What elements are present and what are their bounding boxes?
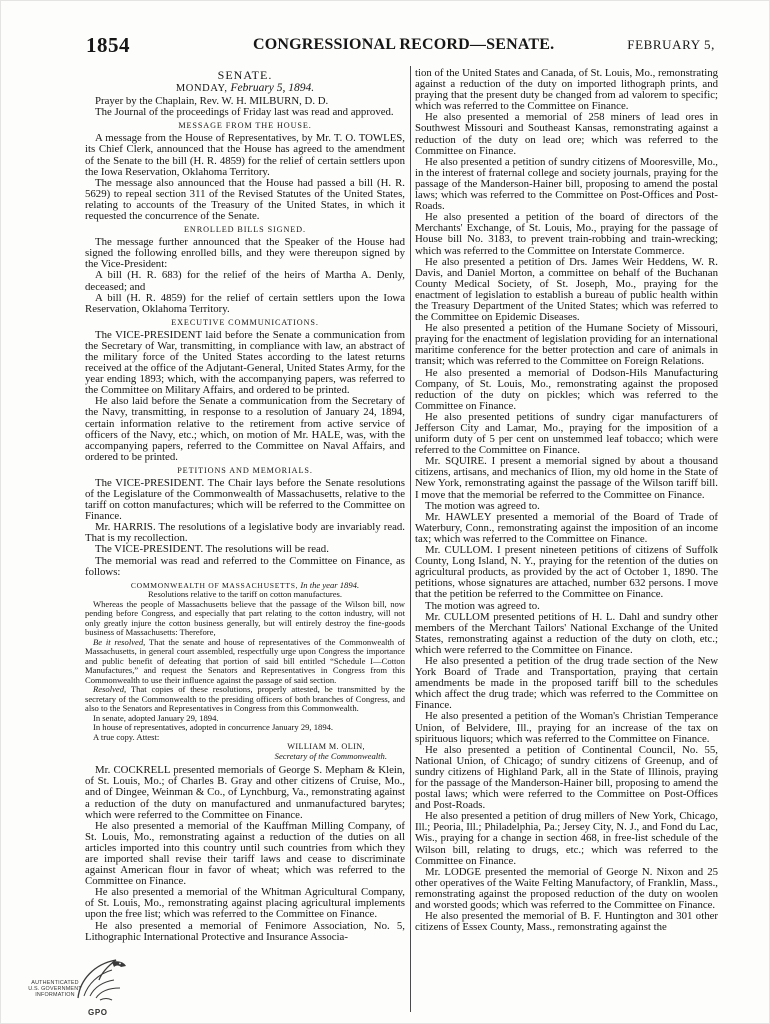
- badge-gpo-mark: GPO: [88, 1008, 108, 1017]
- paragraph: Mr. CULLOM presented petitions of H. L. Dahl and sundry other members of the Merchant Tailors' National Exchange of the United States, remonstrating against a reduction of the duty on cloth, etc.; which were referred to the Committee on Finance.: [415, 610, 718, 656]
- paragraph: He also presented a petition of sundry citizens of Mooresville, Mo., in the interest of fraternal college and society journals, praying for the passage of the Manderson-Hainer bill, proposing to amend the postal laws; which was referred to the Committee on Post-Offices and Post-Roads.: [415, 155, 718, 213]
- paragraph: The VICE-PRESIDENT. The Chair lays before the Senate resolutions of the Legislature of the Commonwealth of Massachusetts, relative to the tariff on cotton manufactures; which will be referred to the Committee on Finance.: [85, 476, 405, 523]
- paragraph: He also laid before the Senate a communication from the Secretary of the Navy, transmitting, in response to a resolution of January 24, 1894, certain information relative to the retirement from active service of officers of the Navy, etc.; which, on motion of Mr. HALE, was, with the accompanying papers, referred to the Committee on Naval Affairs, and ordered to be printed.: [85, 395, 405, 463]
- paragraph: The VICE-PRESIDENT laid before the Senate a communication from the Secretary of War, transmitting, in compliance with law, an abstract of the military force of the United States according to the latest returns received at the office of the Adjutant-General, United States Army, for the year ending 1893; which, with the accompanying papers, was referred to the Committee on Military Affairs, and ordered to be printed.: [85, 328, 405, 397]
- resolution-clause-2-text: That copies of these resolutions, properly attested, be transmitted by the secretary of the Commonwealth to the presiding officers of both branches of Congress, and also to the Senators and Representatives in Congress from this Commonwealth.: [85, 684, 405, 714]
- paragraph: He also presented a memorial of Dodson-Hils Manufacturing Company, of St. Louis, Mo., remonstrating against the proposed reduction of the duty on pickles; which was referred to the Committee on Finance.: [415, 366, 718, 412]
- paragraph-prayer: Prayer by the Chaplain, Rev. W. H. MILBURN, D. D.: [95, 95, 329, 108]
- paragraph: Mr. SQUIRE. I present a memorial signed by about a thousand citizens, artisans, and mechanics of Ilion, my old home in the State of New York, remonstrating against the passage of the Wilson tariff bill. I move that the memorial be referred to the Committee on Finance.: [415, 455, 718, 501]
- paragraph-continued: tion of the United States and Canada, of St. Louis, Mo., remonstrating against a reduction of the duty on imported lithograph prints, and praying that the present duty be changed from ad valorem to specific; which was referred to the Committee on Finance.: [415, 68, 718, 113]
- paragraph: Mr. COCKRELL presented memorials of George S. Mepham & Klein, of St. Louis, Mo.; of Charles B. Gray and other citizens of Cruise, Mo., and of Dingee, Weinman & Co., of Lynchburg, Va., remonstrating against a reduction of the duty on manufactured and unmanufactured barytes; which were referred to the Committee on Finance.: [85, 764, 405, 821]
- senate-heading: SENATE.: [217, 68, 273, 82]
- resolution-commonwealth: COMMONWEALTH OF MASSACHUSETTS,: [130, 580, 299, 590]
- paragraph: He also presented a memorial of the Whitman Agricultural Company, of St. Louis, Mo., remonstrating against placing agricultural implements upon the free list; which was referred to the Committee on Finance.: [85, 886, 405, 921]
- paragraph: He also presented a petition of Drs. James Weir Heddens, W. R. Davis, and Daniel Morton, a committee on behalf of the Buchanan County Medical Society, of St. Joseph, Mo., praying for the enactment of legislation to establish a bureau of public health within the Treasury Department of the United States; which was referred to the Committee on Epidemic Diseases.: [415, 255, 718, 324]
- paragraph: The memorial was read and referred to the Committee on Finance, as follows:: [85, 554, 405, 578]
- resolution-signer: WILLIAM M. OLIN,: [287, 742, 365, 752]
- resolution-clause-1: [85, 638, 405, 686]
- resolution-signer-title: Secretary of the Commonwealth.: [274, 750, 387, 761]
- paragraph: Mr. HAWLEY presented a memorial of the Board of Trade of Waterbury, Conn., remonstrating against the imposition of an income tax; which was referred to the Committee on Finance.: [415, 510, 718, 545]
- paragraph: The VICE-PRESIDENT. The resolutions will be read.: [95, 543, 329, 556]
- resolution-adopted-house: In house of representatives, adopted in concurrence January 29, 1894.: [93, 722, 334, 733]
- eagle-seal-icon: [72, 952, 130, 1010]
- badge-line-2: U.S. GOVERNMENT: [28, 986, 82, 993]
- massachusetts-resolutions: [85, 581, 405, 762]
- paragraph: He also presented a petition of the drug trade section of the New York Board of Trade and Transportation, praying that certain amendments be made in the proposed tariff bill to the schedules which affect the drug trade; which was referred to the Committee on Finance.: [415, 654, 718, 712]
- paragraph: He also presented a memorial of Fenimore Association, No. 5, Lithographic International Protective and Insurance Associa-: [85, 919, 405, 943]
- resolution-clause-1-text: That the senate and house of representatives of the Commonwealth of Massachusetts, in general court assembled, respectfully urge upon Congress the importance and public benefit of defeating that portion of said bill entitled “Schedule I—Cotton Manufactures,” and request the Senators and Representatives in Congress from this Commonwealth to use their influence against the passage of said section.: [85, 636, 405, 685]
- running-title: CONGRESSIONAL RECORD—SENATE.: [253, 36, 555, 53]
- section-heading-executive-communications: EXECUTIVE COMMUNICATIONS.: [171, 317, 319, 327]
- paragraph: He also presented the memorial of B. F. Huntington and 301 other citizens of Essex County, Mass., remonstrating against the: [415, 910, 718, 934]
- paragraph: Mr. HARRIS. The resolutions of a legislative body are invariably read. That is my recollection.: [85, 521, 405, 545]
- column-divider: [410, 66, 411, 1012]
- badge-line-3: INFORMATION: [35, 992, 75, 999]
- paragraph: Mr. LODGE presented the memorial of George N. Nixon and 25 other operatives of the Waite Felting Manufactory, of Franklin, Mass., remonstrating against the proposed reduction of the duty on woolen and worsted goods; which was referred to the Committee on Finance.: [415, 865, 718, 912]
- resolution-clause-2-lead: Resolved,: [93, 684, 127, 695]
- paragraph: The motion was agreed to.: [425, 599, 540, 612]
- paragraph: He also presented a petition of the Humane Society of Missouri, praying for the enactment of legislation providing for an international maritime conference for the better protection and care of animals in transit; which was referred to the Committee on Foreign Relations.: [415, 322, 718, 368]
- paragraph: He also presented a memorial of the Kauffman Milling Company, of St. Louis, Mo., remonstrating against a reduction of the duties on all articles imported into this country until such countries from which they are imported shall revise their tariff laws and cease to discriminate against American flour in favor of wheat; which was referred to the Committee on Finance.: [85, 819, 405, 888]
- paragraph: The message further announced that the Speaker of the House had signed the following enrolled bills, and they were thereupon signed by the Vice-President:: [85, 236, 405, 271]
- gpo-authentication-badge: [26, 952, 138, 1020]
- paragraph: A message from the House of Representatives, by Mr. T. O. TOWLES, its Chief Clerk, announced that the House has agreed to the amendment of the Senate to the bill (H. R. 4859) for the relief of certain settlers upon the Iowa Reservation, Oklahoma Territory.: [85, 132, 405, 178]
- section-heading-message-from-house: MESSAGE FROM THE HOUSE.: [178, 121, 312, 131]
- resolution-title: Resolutions relative to the tariff on cotton manufactures.: [147, 589, 343, 600]
- section-heading-petitions-and-memorials: PETITIONS AND MEMORIALS.: [177, 465, 313, 475]
- paragraph: He also presented a petition of Continental Council, No. 55, National Union, of Chicago; of sundry citizens of Greenup, and of sundry citizens of Highland Park, all in the State of Illinois, praying for the passage of the Manderson-Hainer bill, proposing to amend the postal laws; which were referred to the Committee on Post-Offices and Post-Roads.: [415, 743, 718, 812]
- paragraph: He also presented petitions of sundry cigar manufacturers of Jefferson City and Lamar, Mo., praying for the imposition of a uniform duty of 5 per cent on unstemmed leaf tobacco; which were referred to the Committee on Finance.: [415, 410, 718, 457]
- resolution-attest: A true copy. Attest:: [93, 731, 160, 742]
- session-date: [85, 83, 405, 94]
- paragraph: A bill (H. R. 4859) for the relief of certain settlers upon the Iowa Reservation, Oklahoma Territory.: [85, 291, 405, 315]
- right-column: [415, 68, 718, 1012]
- resolution-whereas: Whereas the people of Massachusetts believe that the passage of the Wilson bill, now pending before Congress, and especially that part relating to the cotton industry, will not only greatly injure the cotton business generally, but will entirely destroy the fine-goods business of Massachusetts: Therefore,: [85, 598, 405, 638]
- paragraph: A bill (H. R. 683) for the relief of the heirs of Martha A. Denly, deceased; and: [85, 269, 405, 293]
- running-date: FEBRUARY 5,: [627, 37, 715, 52]
- session-date-text: February 5, 1894.: [230, 82, 315, 95]
- paragraph-journal: The Journal of the proceedings of Friday last was read and approved.: [95, 106, 394, 119]
- page-number: 1854: [86, 33, 130, 57]
- paragraph: He also presented a memorial of 258 miners of lead ores in Southwest Missouri and Southeast Kansas, remonstrating against a reduction of the duty on lead ore; which was referred to the Committee on Finance.: [415, 111, 718, 157]
- resolution-clause-2: [85, 685, 405, 714]
- section-heading-enrolled-bills: ENROLLED BILLS SIGNED.: [184, 225, 306, 235]
- paragraph: He also presented a petition of the board of directors of the Merchants' Exchange, of St. Louis, Mo., praying for the passage of House bill No. 3183, to prevent train-robbing and train-wrecking; which was referred to the Committee on Interstate Commerce.: [415, 211, 718, 257]
- resolution-adopted-senate: In senate, adopted January 29, 1894.: [93, 712, 219, 723]
- paragraph: The motion was agreed to.: [425, 499, 540, 512]
- paragraph: The message also announced that the House had passed a bill (H. R. 5629) to repeal section 311 of the Revised Statutes of the United States, relating to accounts of the Treasury of the United States, in which it requested the concurrence of the Senate.: [85, 176, 405, 223]
- session-day: MONDAY,: [175, 83, 228, 95]
- badge-line-1: AUTHENTICATED: [31, 980, 79, 986]
- resolution-year: In the year 1894.: [300, 579, 360, 590]
- left-column: [85, 68, 405, 1012]
- paragraph: He also presented a petition of drug millers of New York, Chicago, Ill.; Peoria, Ill.; Philadelphia, Pa.; Jersey City, N. J., and Fond du Lac, Wis., praying for a change in section 468, in free-list schedule of the Wilson bill, relating to drugs, etc.; which was referred to the Committee on Finance.: [415, 810, 718, 867]
- paragraph: He also presented a petition of the Woman's Christian Temperance Union, of Belvidere, Ill., praying for an increase of the tax on spirituous liquors; which was referred to the Committee on Finance.: [415, 710, 718, 745]
- resolution-clause-1-lead: Be it resolved,: [93, 636, 146, 647]
- paragraph: Mr. CULLOM. I present nineteen petitions of citizens of Suffolk County, Long Island, N. Y., praying for the retention of the duties on agricultural products, as provided by the act of October 1, 1890. The petitions, whose signatures are attached, number 632 persons. I move that the petition be referred to the Committee on Finance.: [415, 544, 718, 601]
